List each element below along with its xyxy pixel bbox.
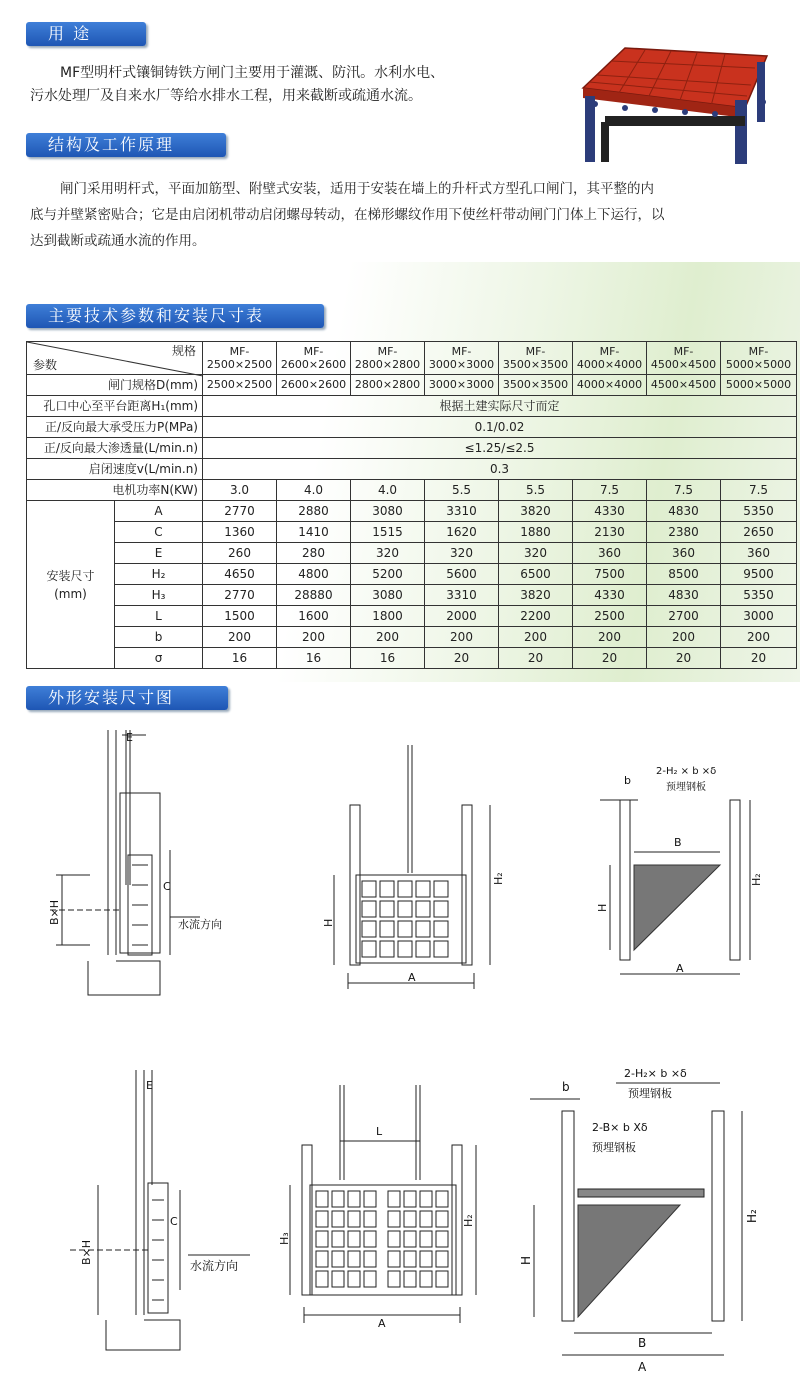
- label-H-plate-1: H: [596, 903, 609, 912]
- label-H2-front-1: H₂: [492, 872, 505, 885]
- model-prefix: MF-: [451, 345, 472, 358]
- section-title-usage: [26, 22, 146, 46]
- cell: 360: [721, 543, 797, 564]
- cell: 2770: [203, 585, 277, 606]
- model-size: 2500×2500: [206, 358, 273, 371]
- table-row: [27, 564, 797, 585]
- cell: 200: [351, 627, 425, 648]
- cell: 1800: [351, 606, 425, 627]
- cell: 320: [351, 543, 425, 564]
- cell: 3820: [499, 585, 573, 606]
- label-E-2: E: [146, 1079, 153, 1092]
- model-prefix: MF-: [599, 345, 620, 358]
- cell: 2500×2500: [203, 375, 277, 396]
- cell: 2130: [573, 522, 647, 543]
- label-plate-spec-1: 2-H₂ × b ×δ: [656, 766, 717, 777]
- cell: 320: [425, 543, 499, 564]
- structure-line-1: 闸门采用明杆式，平面加筋型、附壁式安装，适用于安装在墙上的升杆式方型孔口闸门，其平整的内: [60, 181, 654, 197]
- drawing-plate-view-2: [520, 1065, 770, 1375]
- cell: 280: [277, 543, 351, 564]
- label-H-plate-2: H: [519, 1255, 533, 1265]
- cell: 2380: [647, 522, 721, 543]
- cell: 4.0: [351, 480, 425, 501]
- model-size: 4000×4000: [576, 358, 643, 371]
- row-label: 电机功率N(KW): [27, 480, 203, 501]
- cell: 200: [203, 627, 277, 648]
- drawing-side-view-1: [30, 725, 230, 1005]
- section-title-drawings: [26, 686, 228, 710]
- row-label: 正/反向最大承受压力P(MPa): [27, 417, 203, 438]
- model-prefix: MF-: [377, 345, 398, 358]
- cell: 3080: [351, 585, 425, 606]
- install-label-line-2: (mm): [54, 586, 87, 601]
- label-plate-note-3: 预埋钢板: [592, 1141, 636, 1154]
- symbol-cell: H₂: [115, 564, 203, 585]
- cell: 4650: [203, 564, 277, 585]
- cell: 7.5: [647, 480, 721, 501]
- cell: 4330: [573, 585, 647, 606]
- install-dimension-label: [27, 501, 115, 669]
- cell: 320: [499, 543, 573, 564]
- row-label: 正/反向最大渗透量(L/min.n): [27, 438, 203, 459]
- structure-line-3: 达到截断或疏通水流的作用。: [30, 233, 206, 249]
- cell: 5.5: [499, 480, 573, 501]
- cell: 1620: [425, 522, 499, 543]
- label-H2-plate-1: H₂: [750, 873, 763, 886]
- model-size: 2800×2800: [354, 358, 421, 371]
- table-corner-cell: [27, 342, 203, 375]
- cell: 1360: [203, 522, 277, 543]
- table-row: [27, 417, 797, 438]
- cell: 2880: [277, 501, 351, 522]
- cell: 260: [203, 543, 277, 564]
- drawing-plate-view-1: [590, 760, 770, 990]
- cell: 3.0: [203, 480, 277, 501]
- label-H-front-1: H: [322, 918, 335, 927]
- merged-cell: 根据土建实际尺寸而定: [203, 396, 797, 417]
- label-A-front-1: A: [408, 971, 416, 984]
- corner-top-label: 规格: [171, 344, 196, 358]
- symbol-cell: b: [115, 627, 203, 648]
- cell: 2200: [499, 606, 573, 627]
- cell: 200: [499, 627, 573, 648]
- cell: 20: [425, 648, 499, 669]
- cell: 3820: [499, 501, 573, 522]
- cell: 200: [277, 627, 351, 648]
- cell: 2500: [573, 606, 647, 627]
- row-label: 启闭速度v(L/min.n): [27, 459, 203, 480]
- section-title-drawings-text: 外形安装尺寸图: [48, 688, 175, 707]
- label-H3-front-2: H₃: [278, 1232, 291, 1245]
- section-title-usage-text: 用 途: [48, 24, 92, 43]
- label-H2-plate-2: H₂: [745, 1209, 759, 1223]
- cell: 28880: [277, 585, 351, 606]
- cell: 1515: [351, 522, 425, 543]
- label-b-plate-2: b: [562, 1080, 570, 1094]
- cell: 3310: [425, 501, 499, 522]
- label-plate-note-2: 预埋钢板: [628, 1087, 672, 1100]
- table-row: [27, 459, 797, 480]
- section-title-params-text: 主要技术参数和安装尺寸表: [48, 306, 265, 325]
- cell: 1880: [499, 522, 573, 543]
- cell: 6500: [499, 564, 573, 585]
- symbol-cell: σ: [115, 648, 203, 669]
- cell: 9500: [721, 564, 797, 585]
- label-E: E: [126, 731, 133, 744]
- label-H2-front-2: H₂: [462, 1214, 475, 1227]
- cell: 16: [351, 648, 425, 669]
- section-title-params: [26, 304, 324, 328]
- model-size: 3500×3500: [502, 358, 569, 371]
- cell: 8500: [647, 564, 721, 585]
- model-prefix: MF-: [748, 345, 769, 358]
- cell: 16: [203, 648, 277, 669]
- cell: 200: [721, 627, 797, 648]
- table-row: [27, 648, 797, 669]
- cell: 1600: [277, 606, 351, 627]
- cell: 5200: [351, 564, 425, 585]
- model-size: 3000×3000: [428, 358, 495, 371]
- cell: 5000×5000: [721, 375, 797, 396]
- model-size: 2600×2600: [280, 358, 347, 371]
- model-header: [573, 342, 647, 375]
- table-row: [27, 480, 797, 501]
- table-header-row: [27, 342, 797, 375]
- cell: 7500: [573, 564, 647, 585]
- label-C: C: [163, 880, 171, 893]
- label-A-plate-2: A: [638, 1360, 647, 1374]
- model-header: [351, 342, 425, 375]
- table-row: [27, 522, 797, 543]
- cell: 3080: [351, 501, 425, 522]
- cell: 20: [499, 648, 573, 669]
- merged-cell: 0.1/0.02: [203, 417, 797, 438]
- label-flow-1: 水流方向: [178, 918, 222, 931]
- usage-line-1: MF型明杆式镶铜铸铁方闸门主要用于灌溉、防汛。水利水电、: [60, 65, 445, 81]
- section-title-structure: [26, 133, 226, 157]
- structure-paragraph: [30, 176, 800, 254]
- spec-table: [26, 341, 797, 669]
- cell: 3500×3500: [499, 375, 573, 396]
- label-plate-spec-2: 2-H₂× b ×δ: [624, 1067, 687, 1080]
- cell: 2800×2800: [351, 375, 425, 396]
- cell: 2650: [721, 522, 797, 543]
- cell: 360: [573, 543, 647, 564]
- cell: 5600: [425, 564, 499, 585]
- cell: 20: [573, 648, 647, 669]
- cell: 4800: [277, 564, 351, 585]
- product-photo: [575, 30, 775, 170]
- drawing-front-view-2: [280, 1085, 490, 1345]
- table-row: [27, 396, 797, 417]
- corner-bottom-label: 参数: [33, 358, 58, 372]
- row-label: 闸门规格D(mm): [27, 375, 203, 396]
- label-A-front-2: A: [378, 1317, 386, 1330]
- cell: 3310: [425, 585, 499, 606]
- cell: 3000: [721, 606, 797, 627]
- model-prefix: MF-: [673, 345, 694, 358]
- label-BxH: B×H: [48, 899, 61, 925]
- merged-cell: 0.3: [203, 459, 797, 480]
- model-prefix: MF-: [303, 345, 324, 358]
- cell: 4500×4500: [647, 375, 721, 396]
- table-row: [27, 627, 797, 648]
- install-label-line-1: 安装尺寸: [46, 568, 95, 583]
- drawing-front-view-1: [320, 745, 510, 995]
- cell: 2600×2600: [277, 375, 351, 396]
- cell: 2000: [425, 606, 499, 627]
- label-L-front-2: L: [376, 1125, 383, 1138]
- model-header: [647, 342, 721, 375]
- table-row: [27, 606, 797, 627]
- model-header: [721, 342, 797, 375]
- label-plate-note-1: 预埋钢板: [666, 782, 706, 793]
- table-row: [27, 375, 797, 396]
- row-label: 孔口中心至平台距离H₁(mm): [27, 396, 203, 417]
- symbol-cell: H₃: [115, 585, 203, 606]
- cell: 5350: [721, 585, 797, 606]
- model-header: [425, 342, 499, 375]
- cell: 4.0: [277, 480, 351, 501]
- model-prefix: MF-: [229, 345, 250, 358]
- model-header: [203, 342, 277, 375]
- table-row: [27, 585, 797, 606]
- symbol-cell: L: [115, 606, 203, 627]
- model-header: [499, 342, 573, 375]
- cell: 7.5: [573, 480, 647, 501]
- table-row: [27, 501, 797, 522]
- cell: 4000×4000: [573, 375, 647, 396]
- table-row: [27, 438, 797, 459]
- label-B-plate-1: B: [674, 836, 682, 849]
- cell: 5350: [721, 501, 797, 522]
- label-b-plate-1: b: [624, 774, 631, 787]
- usage-line-2: 污水处理厂及自来水厂等给水排水工程，用来截断或疏通水流。: [30, 88, 422, 104]
- cell: 1410: [277, 522, 351, 543]
- cell: 2770: [203, 501, 277, 522]
- cell: 7.5: [721, 480, 797, 501]
- label-B-plate-2: B: [638, 1336, 647, 1350]
- model-prefix: MF-: [525, 345, 546, 358]
- cell: 4830: [647, 585, 721, 606]
- section-title-structure-text: 结构及工作原理: [48, 135, 175, 154]
- cell: 20: [647, 648, 721, 669]
- label-plate-spec-3: 2-B× b Xδ: [592, 1121, 648, 1134]
- merged-cell: ≤1.25/≤2.5: [203, 438, 797, 459]
- model-size: 5000×5000: [725, 358, 792, 371]
- label-A-plate-1: A: [676, 962, 684, 975]
- cell: 20: [721, 648, 797, 669]
- cell: 2700: [647, 606, 721, 627]
- table-row: [27, 543, 797, 564]
- label-C-2: C: [170, 1215, 178, 1228]
- cell: 1500: [203, 606, 277, 627]
- cell: 4830: [647, 501, 721, 522]
- label-BxH-2: B×H: [80, 1239, 93, 1265]
- cell: 3000×3000: [425, 375, 499, 396]
- cell: 4330: [573, 501, 647, 522]
- usage-paragraph: [30, 62, 550, 108]
- symbol-cell: A: [115, 501, 203, 522]
- cell: 200: [425, 627, 499, 648]
- symbol-cell: C: [115, 522, 203, 543]
- symbol-cell: E: [115, 543, 203, 564]
- label-flow-2: 水流方向: [190, 1259, 239, 1273]
- cell: 200: [573, 627, 647, 648]
- cell: 200: [647, 627, 721, 648]
- cell: 16: [277, 648, 351, 669]
- drawing-side-view-2: [70, 1065, 270, 1355]
- cell: 360: [647, 543, 721, 564]
- model-size: 4500×4500: [650, 358, 717, 371]
- model-header: [277, 342, 351, 375]
- structure-line-2: 底与并壁紧密贴合；它是由启闭机带动启闭螺母转动，在梯形螺纹作用下使丝杆带动闸门门体上下运行，以: [30, 207, 665, 223]
- cell: 5.5: [425, 480, 499, 501]
